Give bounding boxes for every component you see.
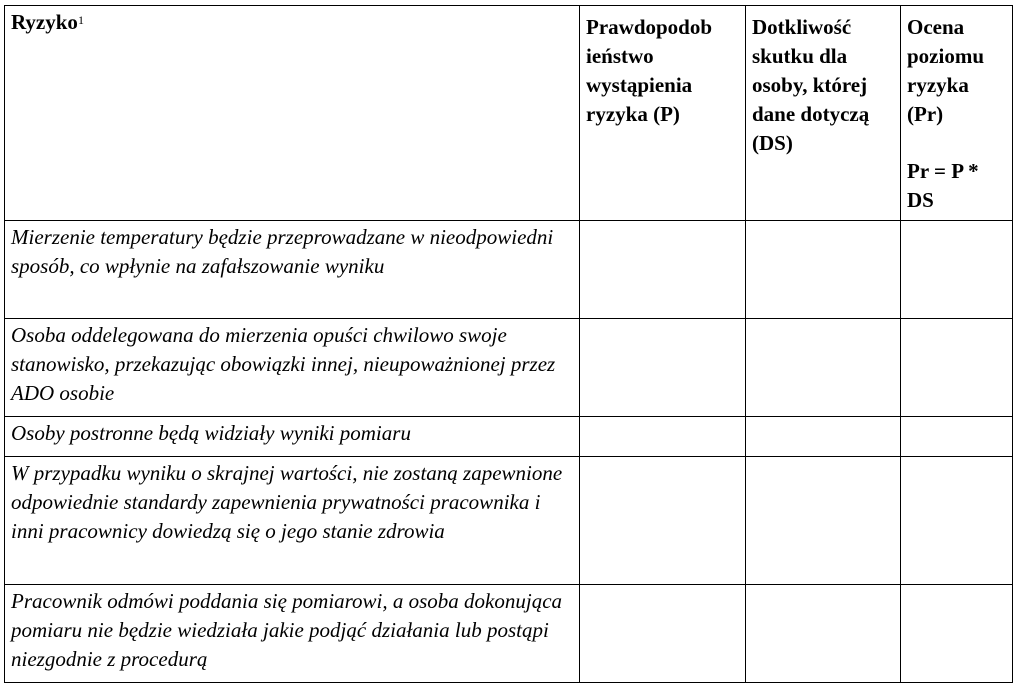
- assessment-cell: [901, 457, 1013, 585]
- severity-header-line: dane dotyczą: [752, 102, 870, 126]
- severity-header-line: (DS): [752, 131, 793, 155]
- risk-assessment-table: [4, 5, 1013, 683]
- severity-cell: [746, 457, 901, 585]
- severity-cell: [746, 585, 901, 683]
- table-row: [5, 417, 1013, 457]
- probability-header-line: ieństwo: [586, 44, 654, 68]
- probability-cell: [580, 585, 746, 683]
- formula: [907, 157, 1006, 215]
- assessment-cell: [901, 585, 1013, 683]
- probability-header-line: Prawdopodob: [586, 15, 713, 39]
- risk-description: Pracownik odmówi poddania się pomiarowi, a osoba dokonująca pomiaru nie będzie wiedziała jakie podjąć działania lub postąpi niezgodnie z procedurą: [5, 585, 580, 683]
- header-row: [5, 6, 1013, 221]
- assessment-cell: [901, 417, 1013, 457]
- severity-header-line: osoby, której: [752, 73, 868, 97]
- risk-header-label: Ryzyko: [11, 10, 78, 34]
- footnote-marker: 1: [77, 13, 84, 27]
- probability-cell: [580, 319, 746, 417]
- severity-cell: [746, 319, 901, 417]
- risk-column-header: [5, 6, 580, 221]
- risk-description: Osoby postronne będą widziały wyniki pomiaru: [5, 417, 580, 457]
- assessment-cell: [901, 221, 1013, 319]
- formula-line: DS: [907, 188, 934, 212]
- severity-cell: [746, 221, 901, 319]
- formula-line: Pr = P *: [907, 159, 979, 183]
- probability-column-header: [580, 6, 746, 221]
- risk-description: Mierzenie temperatury będzie przeprowadzane w nieodpowiedni sposób, co wpłynie na zafałszowanie wyniku: [5, 221, 580, 319]
- severity-column-header: [746, 6, 901, 221]
- assessment-header-line: Ocena: [907, 15, 965, 39]
- probability-cell: [580, 221, 746, 319]
- probability-cell: [580, 457, 746, 585]
- assessment-cell: [901, 319, 1013, 417]
- assessment-header-line: poziomu: [907, 44, 985, 68]
- table-row: [5, 319, 1013, 417]
- severity-header-line: skutku dla: [752, 44, 848, 68]
- severity-cell: [746, 417, 901, 457]
- table-row: [5, 221, 1013, 319]
- probability-header-line: ryzyka (P): [586, 102, 680, 126]
- table-row: [5, 457, 1013, 585]
- assessment-header-line: ryzyka: [907, 73, 969, 97]
- severity-header-line: Dotkliwość: [752, 15, 852, 39]
- probability-header-line: wystąpienia: [586, 73, 693, 97]
- probability-cell: [580, 417, 746, 457]
- risk-description: W przypadku wyniku o skrajnej wartości, nie zostaną zapewnione odpowiednie standardy zapewnienia prywatności pracownika i inni pracownicy dowiedzą się o jego stanie zdrowia: [5, 457, 580, 585]
- table-row: [5, 585, 1013, 683]
- risk-description: Osoba oddelegowana do mierzenia opuści chwilowo swoje stanowisko, przekazując obowiązki innej, nieupoważnionej przez ADO osobie: [5, 319, 580, 417]
- assessment-header-line: (Pr): [907, 102, 944, 126]
- assessment-column-header: [901, 6, 1013, 221]
